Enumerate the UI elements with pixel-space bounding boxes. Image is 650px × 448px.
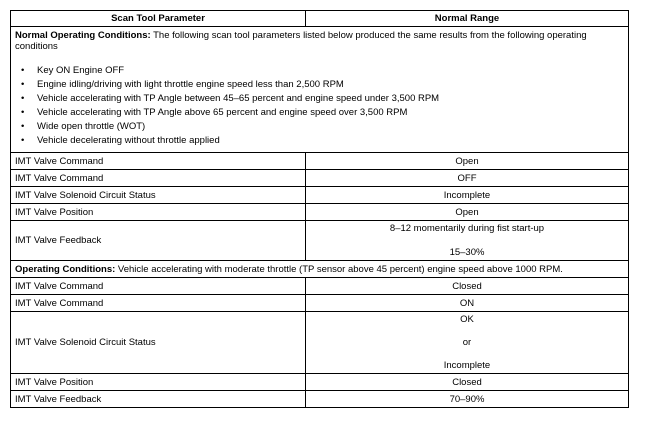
- table-row: [11, 278, 629, 295]
- value-cell: Closed: [306, 278, 629, 295]
- conditions-heading: Normal Operating Conditions:: [15, 30, 151, 41]
- table-row: [11, 221, 629, 261]
- list-item: • Vehicle accelerating with TP Angle between 45–65 percent and engine speed under 3,500 RPM: [21, 93, 440, 104]
- parameter-cell: IMT Valve Feedback: [11, 391, 306, 408]
- conditions-heading: Operating Conditions:: [15, 263, 116, 275]
- value-cell: ON: [306, 295, 629, 312]
- value-line: Incomplete: [443, 360, 491, 371]
- conditions-text: The following scan tool parameters listed below produced the same results from the following operating conditions: [15, 30, 587, 52]
- value-line: 8–12 momentarily during fist start-up: [389, 223, 545, 234]
- list-item: • Engine idling/driving with light throttle engine speed less than 2,500 RPM: [21, 79, 344, 90]
- value-line: or: [462, 337, 472, 348]
- parameter-cell: IMT Valve Solenoid Circuit Status: [11, 187, 306, 204]
- parameter-cell: IMT Valve Command: [11, 170, 306, 187]
- value-cell: OFF: [306, 170, 629, 187]
- list-item: • Vehicle accelerating with TP Angle above 65 percent and engine speed over 3,500 RPM: [21, 107, 408, 118]
- conditions-cell: [11, 27, 629, 153]
- value-cell: Open: [306, 153, 629, 170]
- table-row: [11, 204, 629, 221]
- value-line: 15–30%: [449, 247, 485, 258]
- table-row: [11, 312, 629, 374]
- parameter-cell: IMT Valve Solenoid Circuit Status: [11, 312, 306, 374]
- table-row: [11, 153, 629, 170]
- list-item: • Wide open throttle (WOT): [21, 121, 146, 132]
- column-header-normal-range: Normal Range: [306, 11, 629, 27]
- table-row: [11, 187, 629, 204]
- bullet-icon: •: [21, 79, 25, 90]
- value-line: OK: [460, 314, 474, 325]
- conditions-text: Vehicle accelerating with moderate throttle (TP sensor above 45 percent) engine speed above 1000 RPM.: [115, 263, 563, 275]
- parameter-cell: IMT Valve Position: [11, 204, 306, 221]
- list-item: • Vehicle decelerating without throttle applied: [21, 135, 220, 146]
- section-normal-operating-conditions: [11, 27, 629, 153]
- table-header-row: [11, 11, 629, 27]
- scan-tool-parameter-table: [10, 10, 629, 408]
- value-cell: Incomplete: [306, 187, 629, 204]
- section-operating-conditions: [11, 261, 629, 278]
- parameter-cell: IMT Valve Command: [11, 153, 306, 170]
- value-cell: 70–90%: [306, 391, 629, 408]
- parameter-cell: IMT Valve Command: [11, 278, 306, 295]
- table-row: [11, 170, 629, 187]
- bullet-icon: •: [21, 93, 25, 104]
- table-row: [11, 374, 629, 391]
- table-row: [11, 391, 629, 408]
- bullet-icon: •: [21, 107, 25, 118]
- value-cell: [306, 312, 629, 374]
- value-cell: [306, 221, 629, 261]
- parameter-cell: IMT Valve Command: [11, 295, 306, 312]
- column-header-parameter: Scan Tool Parameter: [11, 11, 306, 27]
- parameter-cell: IMT Valve Feedback: [11, 221, 306, 261]
- conditions-paragraph: [15, 30, 624, 52]
- conditions-list: [15, 64, 624, 148]
- bullet-icon: •: [21, 135, 25, 146]
- bullet-icon: •: [21, 121, 25, 132]
- parameter-cell: IMT Valve Position: [11, 374, 306, 391]
- value-cell: Open: [306, 204, 629, 221]
- table-row: [11, 295, 629, 312]
- bullet-icon: •: [21, 65, 25, 76]
- list-item: • Key ON Engine OFF: [21, 65, 125, 76]
- value-cell: Closed: [306, 374, 629, 391]
- conditions-cell: [11, 261, 629, 278]
